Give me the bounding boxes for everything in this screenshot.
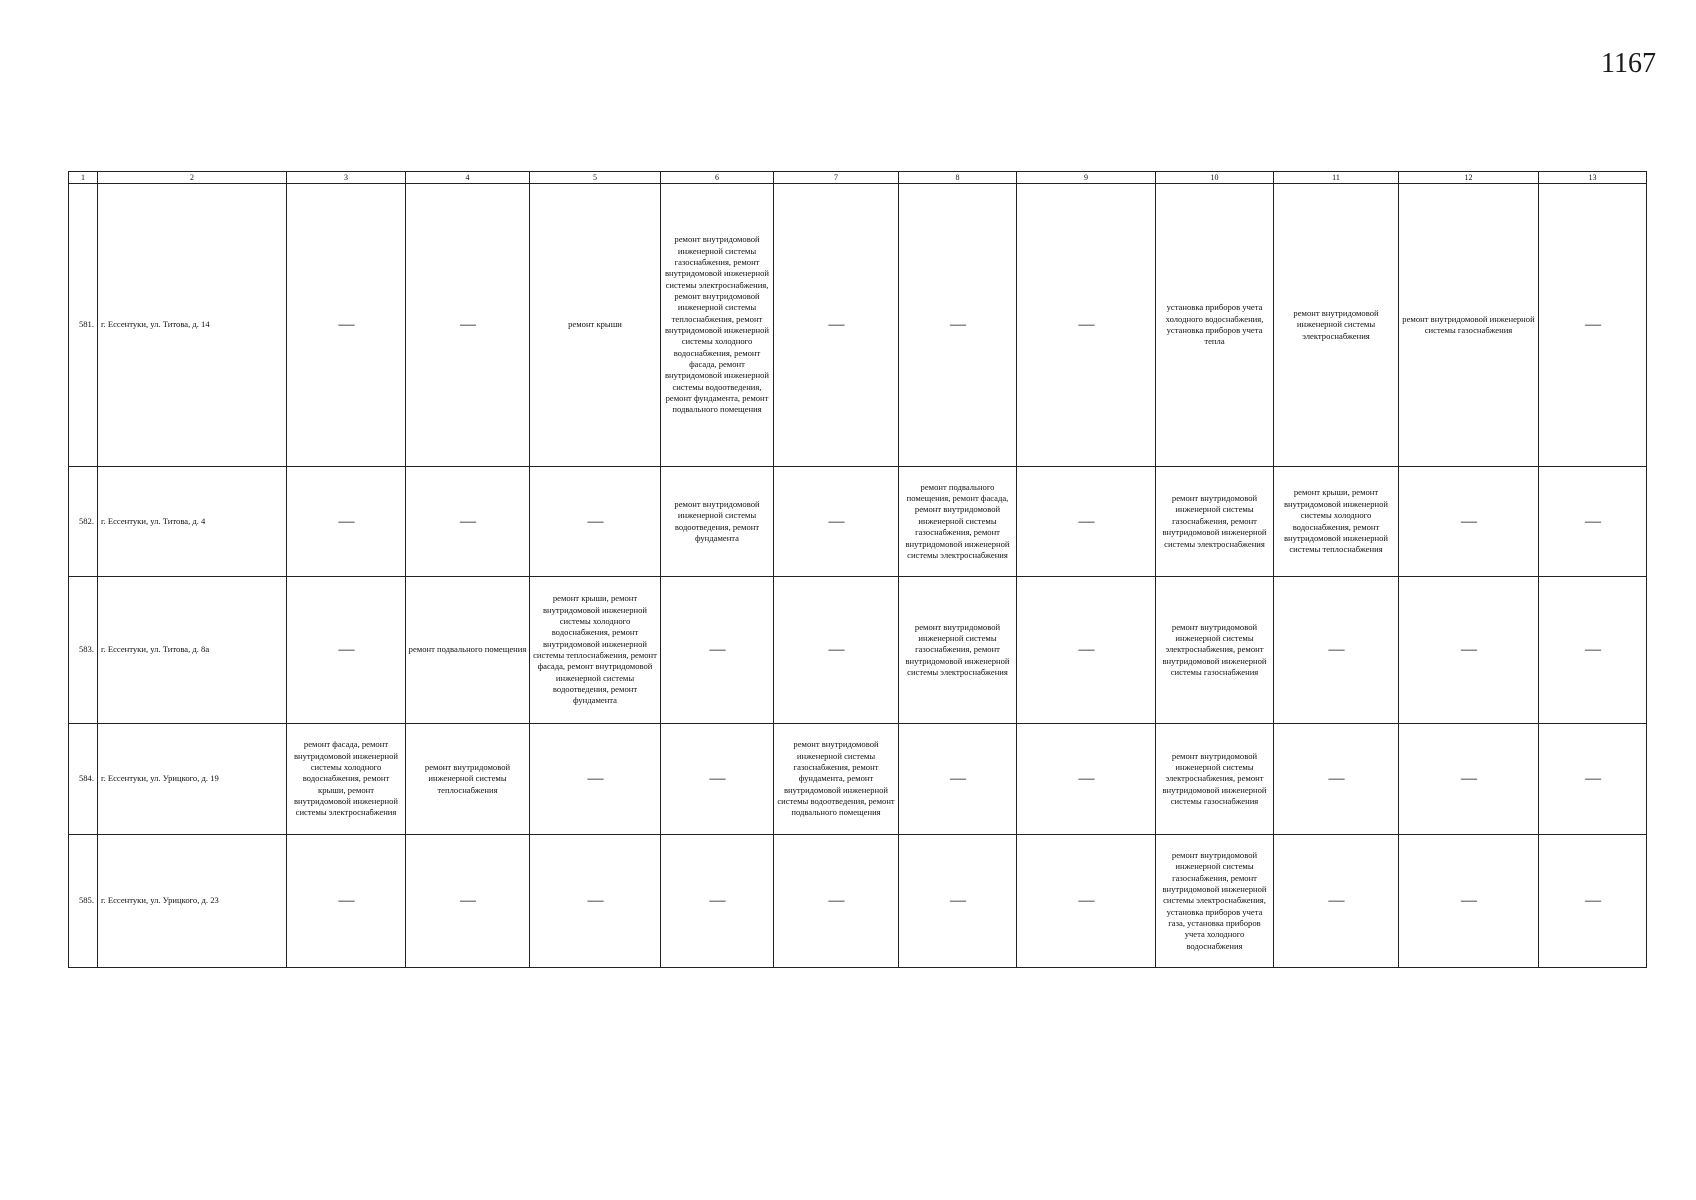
dash-mark: — — [1585, 512, 1600, 530]
dash-mark: — — [460, 316, 475, 334]
work-cell: ремонт внутридомовой инженерной системы электроснабжения — [1274, 184, 1399, 467]
empty-cell — [1017, 467, 1156, 577]
dash-mark: — — [338, 316, 354, 334]
dash-mark: — — [1078, 316, 1094, 334]
empty-cell — [1539, 835, 1647, 968]
empty-cell — [1274, 724, 1399, 835]
dash-mark: — — [1585, 316, 1600, 334]
work-cell: ремонт внутридомовой инженерной системы электроснабжения, ремонт внутридомовой инженерной системы газоснабжения — [1156, 724, 1274, 835]
empty-cell — [1017, 835, 1156, 968]
column-header-13: 13 — [1539, 172, 1647, 184]
empty-cell — [1399, 577, 1539, 724]
dash-mark: — — [1461, 892, 1476, 910]
address-cell: г. Ессентуки, ул. Урицкого, д. 23 — [98, 835, 287, 968]
row-number: 585. — [69, 835, 98, 968]
dash-mark: — — [709, 892, 725, 910]
dash-mark: — — [1078, 892, 1094, 910]
address-cell: г. Ессентуки, ул. Титова, д. 8а — [98, 577, 287, 724]
dash-mark: — — [828, 641, 844, 659]
address-cell: г. Ессентуки, ул. Урицкого, д. 19 — [98, 724, 287, 835]
empty-cell — [1539, 724, 1647, 835]
row-number: 582. — [69, 467, 98, 577]
empty-cell — [774, 467, 899, 577]
dash-mark: — — [709, 770, 725, 788]
dash-mark: — — [1078, 770, 1094, 788]
dash-mark: — — [828, 512, 844, 530]
dash-mark: — — [587, 512, 603, 530]
page-number: 1167 — [1601, 48, 1656, 79]
dash-mark: — — [1078, 641, 1094, 659]
row-number: 581. — [69, 184, 98, 467]
dash-mark: — — [338, 892, 354, 910]
column-number-row — [69, 172, 1647, 184]
capital-repair-table — [68, 171, 1647, 968]
table-row — [69, 724, 1647, 835]
work-cell: ремонт крыши — [530, 184, 661, 467]
empty-cell — [899, 184, 1017, 467]
column-header-11: 11 — [1274, 172, 1399, 184]
dash-mark: — — [1461, 770, 1476, 788]
empty-cell — [899, 835, 1017, 968]
empty-cell — [1274, 835, 1399, 968]
work-cell: ремонт внутридомовой инженерной системы газоснабжения, ремонт фундамента, ремонт внутридомовой инженерной системы водоотведения, ремонт подвального помещения — [774, 724, 899, 835]
dash-mark: — — [460, 512, 475, 530]
column-header-2: 2 — [98, 172, 287, 184]
empty-cell — [774, 184, 899, 467]
dash-mark: — — [587, 892, 603, 910]
column-header-5: 5 — [530, 172, 661, 184]
address-cell: г. Ессентуки, ул. Титова, д. 14 — [98, 184, 287, 467]
dash-mark: — — [1328, 641, 1344, 659]
work-cell: ремонт подвального помещения, ремонт фасада, ремонт внутридомовой инженерной системы газоснабжения, ремонт внутридомовой инженерной системы электроснабжения — [899, 467, 1017, 577]
work-cell: ремонт внутридомовой инженерной системы водоотведения, ремонт фундамента — [661, 467, 774, 577]
empty-cell — [406, 184, 530, 467]
dash-mark: — — [950, 316, 965, 334]
column-header-8: 8 — [899, 172, 1017, 184]
table-row — [69, 467, 1647, 577]
dash-mark: — — [950, 770, 965, 788]
dash-mark: — — [1461, 641, 1476, 659]
dash-mark: — — [828, 316, 844, 334]
column-header-6: 6 — [661, 172, 774, 184]
dash-mark: — — [950, 892, 965, 910]
empty-cell — [774, 577, 899, 724]
empty-cell — [406, 835, 530, 968]
empty-cell — [1274, 577, 1399, 724]
work-cell: ремонт внутридомовой инженерной системы газоснабжения, ремонт внутридомовой инженерной системы электроснабжения, установка приборов учета газа, установка приборов учета холодного водоснабжения — [1156, 835, 1274, 968]
dash-mark: — — [587, 770, 603, 788]
dash-mark: — — [1461, 512, 1476, 530]
address-cell: г. Ессентуки, ул. Титова, д. 4 — [98, 467, 287, 577]
column-header-4: 4 — [406, 172, 530, 184]
column-header-9: 9 — [1017, 172, 1156, 184]
column-header-10: 10 — [1156, 172, 1274, 184]
work-cell: ремонт внутридомовой инженерной системы электроснабжения, ремонт внутридомовой инженерной системы газоснабжения — [1156, 577, 1274, 724]
dash-mark: — — [709, 641, 725, 659]
work-cell: ремонт внутридомовой инженерной системы газоснабжения — [1399, 184, 1539, 467]
empty-cell — [530, 724, 661, 835]
empty-cell — [774, 835, 899, 968]
column-header-3: 3 — [287, 172, 406, 184]
empty-cell — [406, 467, 530, 577]
empty-cell — [287, 184, 406, 467]
dash-mark: — — [1078, 512, 1094, 530]
dash-mark: — — [828, 892, 844, 910]
work-cell: ремонт внутридомовой инженерной системы теплоснабжения — [406, 724, 530, 835]
table-row — [69, 835, 1647, 968]
empty-cell — [1017, 724, 1156, 835]
work-cell: ремонт внутридомовой инженерной системы газоснабжения, ремонт внутридомовой инженерной системы электроснабжения, ремонт внутридомовой инженерной системы теплоснабжения, ремонт внутридомовой инженерной системы холодного водоснабжения, ремонт фасада, ремонт внутридомовой инженерной системы водоотведения, ремонт фундамента, ремонт подвального помещения — [661, 184, 774, 467]
empty-cell — [1399, 724, 1539, 835]
work-cell: ремонт внутридомовой инженерной системы газоснабжения, ремонт внутридомовой инженерной системы электроснабжения — [1156, 467, 1274, 577]
dash-mark: — — [1328, 892, 1344, 910]
empty-cell — [661, 835, 774, 968]
empty-cell — [287, 467, 406, 577]
empty-cell — [1539, 577, 1647, 724]
empty-cell — [1399, 835, 1539, 968]
column-header-12: 12 — [1399, 172, 1539, 184]
empty-cell — [530, 835, 661, 968]
empty-cell — [661, 724, 774, 835]
empty-cell — [899, 724, 1017, 835]
work-cell: ремонт подвального помещения — [406, 577, 530, 724]
dash-mark: — — [460, 892, 475, 910]
dash-mark: — — [338, 641, 354, 659]
column-header-1: 1 — [69, 172, 98, 184]
work-cell: ремонт крыши, ремонт внутридомовой инженерной системы холодного водоснабжения, ремонт внутридомовой инженерной системы теплоснабжения, ремонт фасада, ремонт внутридомовой инженерной системы водоотведения, ремонт фундамента — [530, 577, 661, 724]
row-number: 583. — [69, 577, 98, 724]
dash-mark: — — [1585, 770, 1600, 788]
work-cell: ремонт крыши, ремонт внутридомовой инженерной системы холодного водоснабжения, ремонт внутридомовой инженерной системы теплоснабжения — [1274, 467, 1399, 577]
empty-cell — [1539, 467, 1647, 577]
empty-cell — [1017, 184, 1156, 467]
empty-cell — [1539, 184, 1647, 467]
work-cell: ремонт фасада, ремонт внутридомовой инженерной системы холодного водоснабжения, ремонт крыши, ремонт внутридомовой инженерной системы электроснабжения — [287, 724, 406, 835]
dash-mark: — — [1328, 770, 1344, 788]
table-row — [69, 184, 1647, 467]
empty-cell — [661, 577, 774, 724]
empty-cell — [530, 467, 661, 577]
empty-cell — [1017, 577, 1156, 724]
empty-cell — [287, 577, 406, 724]
table-row — [69, 577, 1647, 724]
empty-cell — [287, 835, 406, 968]
work-cell: установка приборов учета холодного водоснабжения, установка приборов учета тепла — [1156, 184, 1274, 467]
column-header-7: 7 — [774, 172, 899, 184]
dash-mark: — — [338, 512, 354, 530]
work-cell: ремонт внутридомовой инженерной системы газоснабжения, ремонт внутридомовой инженерной системы электроснабжения — [899, 577, 1017, 724]
dash-mark: — — [1585, 641, 1600, 659]
row-number: 584. — [69, 724, 98, 835]
dash-mark: — — [1585, 892, 1600, 910]
empty-cell — [1399, 467, 1539, 577]
